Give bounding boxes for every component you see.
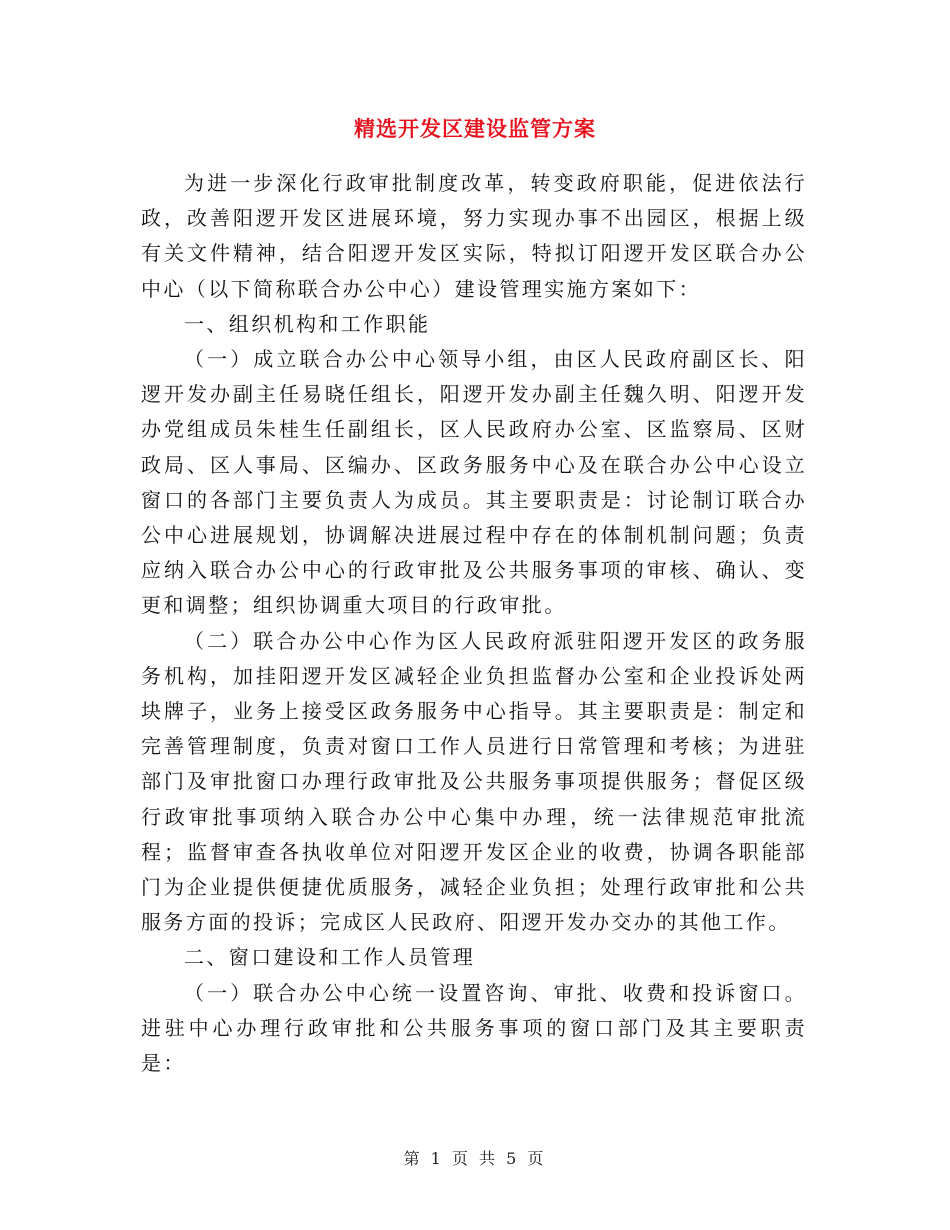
body-paragraph: （一）联合办公中心统一设置咨询、审批、收费和投诉窗口。进驻中心办理行政审批和公共服务事项的窗口部门及其主要职责是： (141, 980, 807, 1076)
body-paragraph: （一）成立联合办公中心领导小组，由区人民政府副区长、阳逻开发办副主任易晓任组长，阳逻开发办副主任魏久明、阳逻开发办党组成员朱桂生任副组长，区人民政府办公室、区监察局、区财政局、区人事局、区编办、区政务服务中心及在联合办公中心设立窗口的各部门主要负责人为成员。其主要职责是：讨论制订联合办公中心进展规划，协调解决进展过程中存在的体制机制问题；负责应纳入联合办公中心的行政审批及公共服务事项的审核、确认、变更和调整；组织协调重大项目的行政审批。 (141, 347, 807, 618)
section-heading: 一、组织机构和工作职能 (184, 311, 431, 336)
document-body (141, 166, 807, 1081)
body-paragraph: 为进一步深化行政审批制度改革，转变政府职能，促进依法行政，改善阳逻开发区进展环境，努力实现办事不出园区，根据上级有关文件精神，结合阳逻开发区实际，特拟订阳逻开发区联合办公中心（以下简称联合办公中心）建设管理实施方案如下： (141, 171, 807, 301)
body-paragraph: （二）联合办公中心作为区人民政府派驻阳逻开发区的政务服务机构，加挂阳逻开发区减轻企业负担监督办公室和企业投诉处两块牌子，业务上接受区政务服务中心指导。其主要职责是：制定和完善管理制度，负责对窗口工作人员进行日常管理和考核；为进驻部门及审批窗口办理行政审批及公共服务事项提供服务；督促区级行政审批事项纳入联合办公中心集中办理，统一法律规范审批流程；监督审查各执收单位对阳逻开发区企业的收费，协调各职能部门为企业提供便捷优质服务，减轻企业负担；处理行政审批和公共服务方面的投诉；完成区人民政府、阳逻开发办交办的其他工作。 (141, 628, 807, 935)
section-heading: 二、窗口建设和工作人员管理 (184, 945, 476, 970)
document-title: 精选开发区建设监管方案 (354, 116, 596, 141)
page-number-footer: 第 1 页 共 5 页 (403, 1149, 547, 1168)
